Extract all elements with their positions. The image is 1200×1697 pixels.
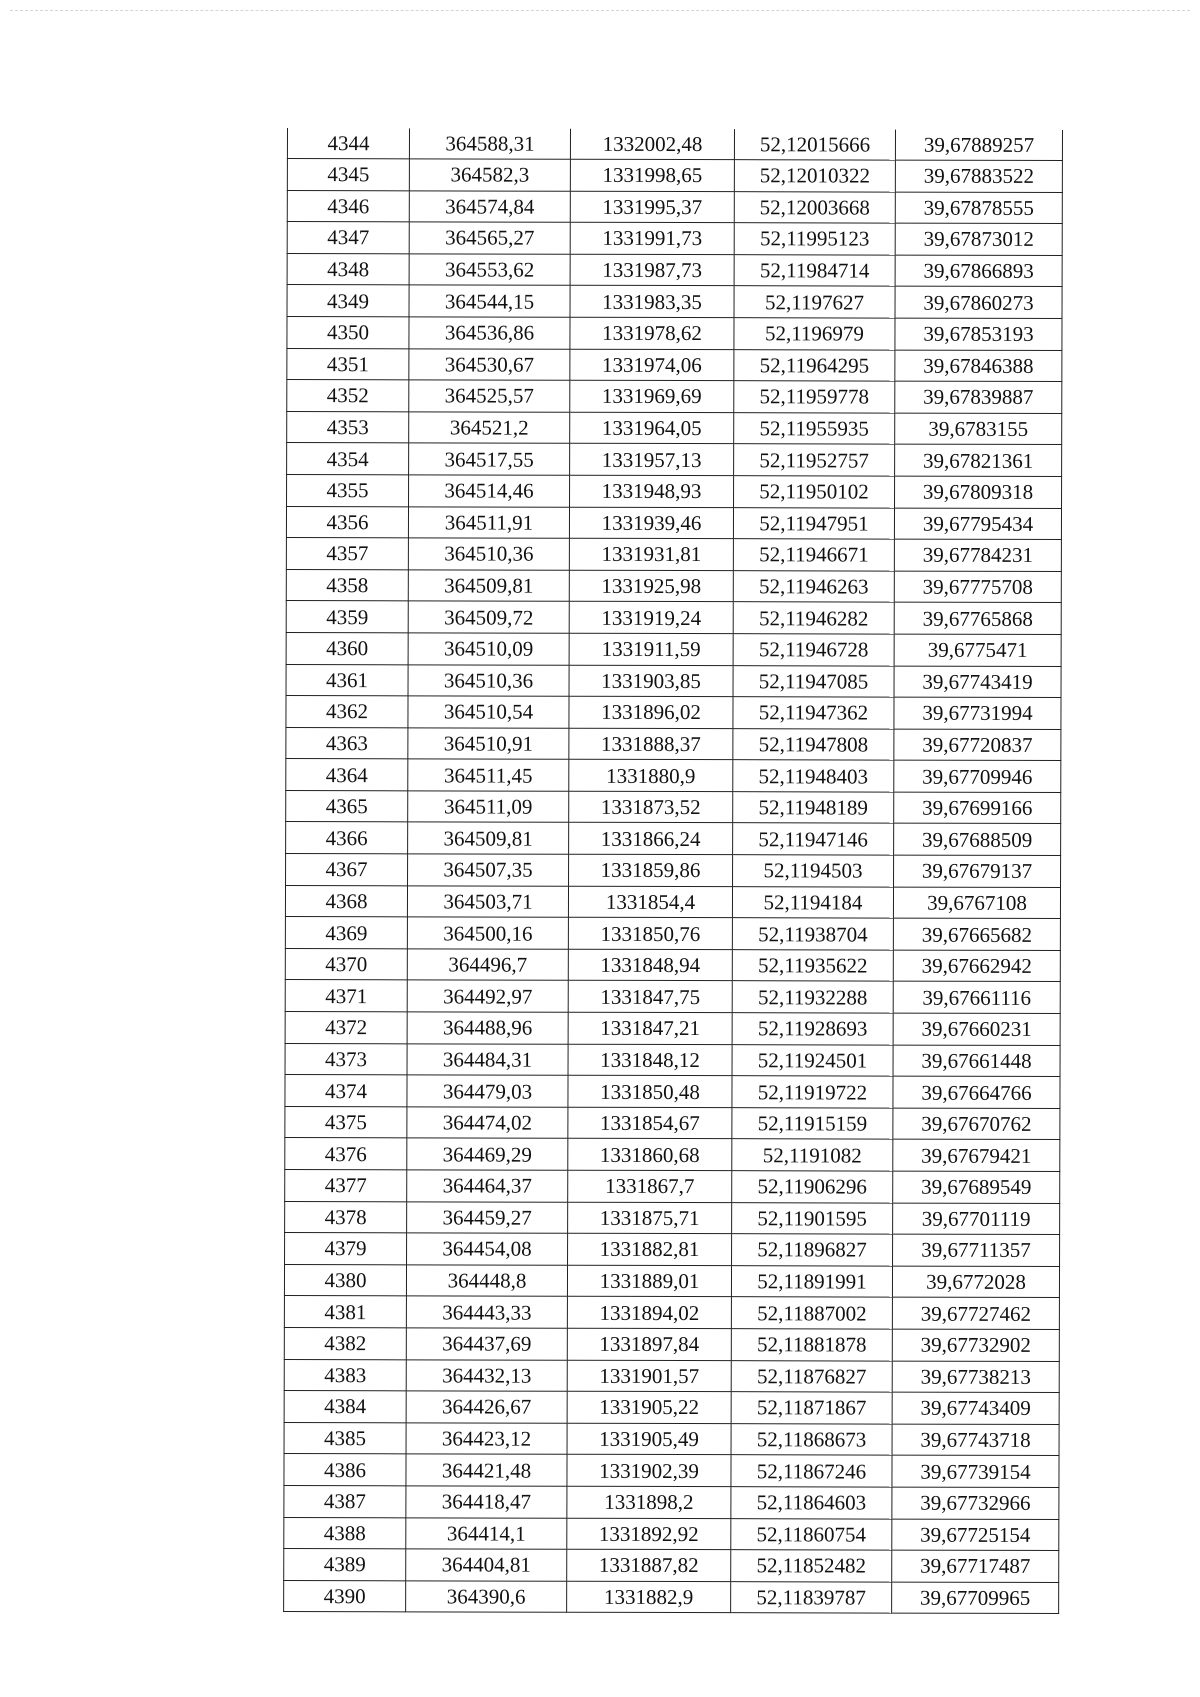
longitude-cell: 39,67662942 — [893, 950, 1060, 982]
table-row — [286, 727, 1061, 761]
y-coordinate-cell: 1331905,49 — [567, 1423, 731, 1455]
x-coordinate-cell: 364474,02 — [407, 1107, 568, 1139]
y-coordinate-cell: 1331873,52 — [569, 791, 733, 823]
longitude-cell: 39,67839887 — [895, 381, 1062, 413]
point-number-cell: 4366 — [286, 822, 408, 854]
latitude-cell: 52,11955935 — [734, 412, 895, 444]
longitude-cell: 39,67709946 — [894, 760, 1061, 792]
latitude-cell: 52,12015666 — [734, 129, 895, 160]
y-coordinate-cell: 1332002,48 — [570, 129, 734, 160]
longitude-cell: 39,67739154 — [892, 1455, 1059, 1487]
longitude-cell: 39,67701119 — [893, 1203, 1060, 1235]
longitude-cell: 39,67809318 — [895, 476, 1062, 508]
table-row — [285, 1012, 1060, 1046]
longitude-cell: 39,67717487 — [892, 1550, 1059, 1582]
y-coordinate-cell: 1331859,86 — [569, 854, 733, 886]
latitude-cell: 52,11860754 — [731, 1518, 892, 1550]
x-coordinate-cell: 364510,36 — [408, 538, 569, 570]
point-number-cell: 4389 — [284, 1549, 406, 1581]
latitude-cell: 52,11915159 — [732, 1107, 893, 1139]
table-row — [284, 1359, 1059, 1393]
y-coordinate-cell: 1331867,7 — [568, 1170, 732, 1202]
y-coordinate-cell: 1331887,82 — [567, 1549, 731, 1581]
table-row — [284, 1264, 1059, 1298]
y-coordinate-cell: 1331957,13 — [570, 444, 734, 476]
latitude-cell: 52,1196979 — [734, 318, 895, 350]
latitude-cell: 52,11887002 — [731, 1297, 892, 1329]
y-coordinate-cell: 1331902,39 — [567, 1455, 731, 1487]
y-coordinate-cell: 1331889,01 — [567, 1265, 731, 1297]
y-coordinate-cell: 1331948,93 — [570, 475, 734, 507]
latitude-cell: 52,11938704 — [732, 918, 893, 950]
point-number-cell: 4363 — [286, 727, 408, 759]
table-row — [284, 1549, 1059, 1583]
y-coordinate-cell: 1331882,9 — [567, 1581, 731, 1613]
x-coordinate-cell: 364511,09 — [408, 791, 569, 823]
latitude-cell: 52,11881878 — [731, 1329, 892, 1361]
latitude-cell: 52,12010322 — [734, 160, 895, 192]
point-number-cell: 4348 — [287, 253, 409, 285]
x-coordinate-cell: 364565,27 — [409, 222, 570, 254]
table-row — [285, 1138, 1060, 1172]
table-row — [285, 917, 1060, 951]
longitude-cell: 39,6775471 — [894, 634, 1061, 666]
latitude-cell: 52,11924501 — [732, 1044, 893, 1076]
longitude-cell: 39,67660231 — [893, 1013, 1060, 1045]
latitude-cell: 52,11946728 — [733, 634, 894, 666]
longitude-cell: 39,67661448 — [893, 1045, 1060, 1077]
table-row — [284, 1391, 1059, 1425]
y-coordinate-cell: 1331901,57 — [567, 1360, 731, 1392]
latitude-cell: 52,11947146 — [733, 823, 894, 855]
x-coordinate-cell: 364509,81 — [408, 822, 569, 854]
longitude-cell: 39,67866893 — [895, 255, 1062, 287]
longitude-cell: 39,67699166 — [894, 792, 1061, 824]
latitude-cell: 52,11946263 — [733, 570, 894, 602]
x-coordinate-cell: 364484,31 — [407, 1043, 568, 1075]
x-coordinate-cell: 364459,27 — [407, 1201, 568, 1233]
latitude-cell: 52,11891991 — [731, 1265, 892, 1297]
point-number-cell: 4353 — [287, 411, 409, 443]
table-row — [285, 1043, 1060, 1077]
x-coordinate-cell: 364488,96 — [407, 1012, 568, 1044]
x-coordinate-cell: 364544,15 — [409, 285, 570, 317]
longitude-cell: 39,67846388 — [895, 350, 1062, 382]
point-number-cell: 4344 — [287, 128, 409, 159]
longitude-cell: 39,6767108 — [893, 887, 1060, 919]
x-coordinate-cell: 364500,16 — [407, 917, 568, 949]
x-coordinate-cell: 364443,33 — [406, 1296, 567, 1328]
y-coordinate-cell: 1331974,06 — [570, 349, 734, 381]
longitude-cell: 39,67670762 — [893, 1108, 1060, 1140]
table-row — [287, 222, 1062, 256]
latitude-cell: 52,11947362 — [733, 697, 894, 729]
x-coordinate-cell: 364414,1 — [406, 1517, 567, 1549]
latitude-cell: 52,1197627 — [734, 286, 895, 318]
table-row — [287, 285, 1062, 319]
latitude-cell: 52,11946671 — [733, 539, 894, 571]
x-coordinate-cell: 364454,08 — [407, 1233, 568, 1265]
longitude-cell: 39,67860273 — [895, 286, 1062, 318]
point-number-cell: 4374 — [285, 1075, 407, 1107]
latitude-cell: 52,11906296 — [732, 1171, 893, 1203]
longitude-cell: 39,67878555 — [895, 192, 1062, 224]
table-row — [286, 696, 1061, 730]
x-coordinate-cell: 364510,54 — [408, 696, 569, 728]
y-coordinate-cell: 1331847,75 — [568, 981, 732, 1013]
latitude-cell: 52,11876827 — [731, 1360, 892, 1392]
longitude-cell: 39,67727462 — [892, 1297, 1059, 1329]
table-row — [287, 443, 1062, 477]
y-coordinate-cell: 1331969,69 — [570, 380, 734, 412]
longitude-cell: 39,67743718 — [892, 1424, 1059, 1456]
longitude-cell: 39,67725154 — [892, 1519, 1059, 1551]
table-row — [285, 885, 1060, 919]
y-coordinate-cell: 1331903,85 — [569, 665, 733, 697]
latitude-cell: 52,11868673 — [731, 1423, 892, 1455]
y-coordinate-cell: 1331905,22 — [567, 1391, 731, 1423]
point-number-cell: 4384 — [284, 1391, 406, 1423]
point-number-cell: 4372 — [285, 1012, 407, 1044]
table-row — [284, 1296, 1059, 1330]
point-number-cell: 4350 — [287, 316, 409, 348]
coordinates-table-container — [283, 128, 1057, 1614]
table-row — [287, 128, 1062, 161]
point-number-cell: 4382 — [284, 1327, 406, 1359]
longitude-cell: 39,6783155 — [895, 413, 1062, 445]
table-row — [285, 1075, 1060, 1109]
y-coordinate-cell: 1331848,94 — [568, 949, 732, 981]
longitude-cell: 39,67732902 — [892, 1329, 1059, 1361]
x-coordinate-cell: 364588,31 — [409, 128, 570, 159]
table-row — [286, 822, 1061, 856]
latitude-cell: 52,11867246 — [731, 1455, 892, 1487]
latitude-cell: 52,11932288 — [732, 981, 893, 1013]
table-row — [284, 1422, 1059, 1456]
y-coordinate-cell: 1331995,37 — [570, 191, 734, 223]
table-row — [287, 159, 1062, 193]
latitude-cell: 52,12003668 — [734, 191, 895, 223]
latitude-cell: 52,11946282 — [733, 602, 894, 634]
y-coordinate-cell: 1331880,9 — [569, 760, 733, 792]
y-coordinate-cell: 1331860,68 — [568, 1139, 732, 1171]
table-row — [285, 1169, 1060, 1203]
table-row — [285, 1233, 1060, 1267]
x-coordinate-cell: 364469,29 — [407, 1138, 568, 1170]
x-coordinate-cell: 364503,71 — [407, 885, 568, 917]
point-number-cell: 4390 — [284, 1580, 406, 1612]
longitude-cell: 39,67688509 — [894, 824, 1061, 856]
latitude-cell: 52,11948189 — [733, 792, 894, 824]
latitude-cell: 52,11995123 — [734, 223, 895, 255]
point-number-cell: 4379 — [285, 1233, 407, 1265]
y-coordinate-cell: 1331847,21 — [568, 1012, 732, 1044]
point-number-cell: 4358 — [286, 569, 408, 601]
x-coordinate-cell: 364530,67 — [409, 348, 570, 380]
longitude-cell: 39,67665682 — [893, 918, 1060, 950]
y-coordinate-cell: 1331882,81 — [568, 1233, 732, 1265]
x-coordinate-cell: 364404,81 — [406, 1549, 567, 1581]
point-number-cell: 4347 — [287, 222, 409, 254]
point-number-cell: 4385 — [284, 1422, 406, 1454]
x-coordinate-cell: 364525,57 — [409, 380, 570, 412]
y-coordinate-cell: 1331892,92 — [567, 1518, 731, 1550]
y-coordinate-cell: 1331866,24 — [569, 823, 733, 855]
longitude-cell: 39,67679137 — [894, 855, 1061, 887]
longitude-cell: 39,67889257 — [895, 130, 1062, 161]
x-coordinate-cell: 364426,67 — [406, 1391, 567, 1423]
longitude-cell: 39,67731994 — [894, 697, 1061, 729]
x-coordinate-cell: 364479,03 — [407, 1075, 568, 1107]
point-number-cell: 4369 — [285, 917, 407, 949]
latitude-cell: 52,1191082 — [732, 1139, 893, 1171]
table-row — [287, 190, 1062, 224]
y-coordinate-cell: 1331848,12 — [568, 1044, 732, 1076]
x-coordinate-cell: 364437,69 — [406, 1328, 567, 1360]
table-row — [287, 411, 1062, 445]
x-coordinate-cell: 364418,47 — [406, 1486, 567, 1518]
point-number-cell: 4357 — [286, 538, 408, 570]
table-row — [284, 1327, 1059, 1361]
scan-top-edge — [10, 10, 1190, 11]
point-number-cell: 4346 — [287, 190, 409, 222]
y-coordinate-cell: 1331911,59 — [569, 633, 733, 665]
latitude-cell: 52,11984714 — [734, 254, 895, 286]
longitude-cell: 39,6772028 — [892, 1266, 1059, 1298]
point-number-cell: 4367 — [286, 854, 408, 886]
latitude-cell: 52,11919722 — [732, 1076, 893, 1108]
point-number-cell: 4349 — [287, 285, 409, 317]
longitude-cell: 39,67661116 — [893, 982, 1060, 1014]
x-coordinate-cell: 364517,55 — [409, 443, 570, 475]
point-number-cell: 4370 — [285, 948, 407, 980]
x-coordinate-cell: 364496,7 — [407, 949, 568, 981]
y-coordinate-cell: 1331991,73 — [570, 222, 734, 254]
y-coordinate-cell: 1331925,98 — [569, 570, 733, 602]
point-number-cell: 4351 — [287, 348, 409, 380]
y-coordinate-cell: 1331919,24 — [569, 602, 733, 634]
y-coordinate-cell: 1331983,35 — [570, 286, 734, 318]
longitude-cell: 39,67679421 — [893, 1139, 1060, 1171]
x-coordinate-cell: 364464,37 — [407, 1170, 568, 1202]
y-coordinate-cell: 1331875,71 — [568, 1202, 732, 1234]
table-row — [284, 1454, 1059, 1488]
table-row — [286, 569, 1061, 603]
y-coordinate-cell: 1331897,84 — [567, 1328, 731, 1360]
table-row — [285, 1201, 1060, 1235]
longitude-cell: 39,67689549 — [893, 1171, 1060, 1203]
y-coordinate-cell: 1331896,02 — [569, 696, 733, 728]
latitude-cell: 52,11896827 — [732, 1234, 893, 1266]
longitude-cell: 39,67720837 — [894, 729, 1061, 761]
table-row — [287, 316, 1062, 350]
point-number-cell: 4360 — [286, 632, 408, 664]
latitude-cell: 52,11948403 — [733, 760, 894, 792]
longitude-cell: 39,67709965 — [892, 1582, 1059, 1614]
x-coordinate-cell: 364390,6 — [406, 1581, 567, 1613]
point-number-cell: 4383 — [284, 1359, 406, 1391]
latitude-cell: 52,11964295 — [734, 349, 895, 381]
point-number-cell: 4359 — [286, 601, 408, 633]
coordinates-table-body — [284, 128, 1063, 1614]
y-coordinate-cell: 1331894,02 — [567, 1297, 731, 1329]
point-number-cell: 4387 — [284, 1485, 406, 1517]
y-coordinate-cell: 1331931,81 — [569, 538, 733, 570]
point-number-cell: 4356 — [286, 506, 408, 538]
coordinates-table — [283, 128, 1063, 1614]
point-number-cell: 4388 — [284, 1517, 406, 1549]
latitude-cell: 52,11871867 — [731, 1392, 892, 1424]
point-number-cell: 4352 — [287, 380, 409, 412]
longitude-cell: 39,67821361 — [895, 444, 1062, 476]
x-coordinate-cell: 364421,48 — [406, 1454, 567, 1486]
point-number-cell: 4371 — [285, 980, 407, 1012]
x-coordinate-cell: 364510,36 — [408, 664, 569, 696]
x-coordinate-cell: 364448,8 — [406, 1265, 567, 1297]
table-row — [286, 664, 1061, 698]
y-coordinate-cell: 1331998,65 — [570, 159, 734, 191]
y-coordinate-cell: 1331854,67 — [568, 1107, 732, 1139]
longitude-cell: 39,67743419 — [894, 666, 1061, 698]
table-row — [285, 1106, 1060, 1140]
point-number-cell: 4386 — [284, 1454, 406, 1486]
x-coordinate-cell: 364511,91 — [408, 506, 569, 538]
latitude-cell: 52,11864603 — [731, 1487, 892, 1519]
x-coordinate-cell: 364511,45 — [408, 759, 569, 791]
x-coordinate-cell: 364510,91 — [408, 728, 569, 760]
x-coordinate-cell: 364423,12 — [406, 1423, 567, 1455]
y-coordinate-cell: 1331888,37 — [569, 728, 733, 760]
latitude-cell: 52,11839787 — [731, 1581, 892, 1613]
longitude-cell: 39,67873012 — [895, 223, 1062, 255]
table-row — [287, 474, 1062, 508]
table-row — [287, 348, 1062, 382]
latitude-cell: 52,11947808 — [733, 728, 894, 760]
point-number-cell: 4376 — [285, 1138, 407, 1170]
y-coordinate-cell: 1331978,62 — [570, 317, 734, 349]
table-row — [287, 253, 1062, 287]
point-number-cell: 4378 — [285, 1201, 407, 1233]
longitude-cell: 39,67765868 — [894, 602, 1061, 634]
y-coordinate-cell: 1331850,48 — [568, 1075, 732, 1107]
y-coordinate-cell: 1331964,05 — [570, 412, 734, 444]
x-coordinate-cell: 364521,2 — [409, 412, 570, 444]
point-number-cell: 4380 — [284, 1264, 406, 1296]
longitude-cell: 39,67784231 — [894, 539, 1061, 571]
table-row — [285, 980, 1060, 1014]
table-row — [286, 854, 1061, 888]
longitude-cell: 39,67743409 — [892, 1392, 1059, 1424]
y-coordinate-cell: 1331850,76 — [568, 917, 732, 949]
latitude-cell: 52,11928693 — [732, 1013, 893, 1045]
latitude-cell: 52,11959778 — [734, 381, 895, 413]
longitude-cell: 39,67883522 — [895, 160, 1062, 192]
latitude-cell: 52,11901595 — [732, 1202, 893, 1234]
point-number-cell: 4345 — [287, 159, 409, 191]
table-row — [286, 538, 1061, 572]
latitude-cell: 52,11952757 — [734, 444, 895, 476]
latitude-cell: 52,11947951 — [733, 507, 894, 539]
point-number-cell: 4354 — [287, 443, 409, 475]
point-number-cell: 4365 — [286, 790, 408, 822]
longitude-cell: 39,67664766 — [893, 1076, 1060, 1108]
x-coordinate-cell: 364574,84 — [409, 190, 570, 222]
y-coordinate-cell: 1331939,46 — [569, 507, 733, 539]
x-coordinate-cell: 364432,13 — [406, 1359, 567, 1391]
longitude-cell: 39,67795434 — [894, 508, 1061, 540]
x-coordinate-cell: 364509,81 — [408, 570, 569, 602]
x-coordinate-cell: 364509,72 — [408, 601, 569, 633]
latitude-cell: 52,1194503 — [733, 855, 894, 887]
y-coordinate-cell: 1331898,2 — [567, 1486, 731, 1518]
point-number-cell: 4381 — [284, 1296, 406, 1328]
longitude-cell: 39,67738213 — [892, 1361, 1059, 1393]
point-number-cell: 4355 — [287, 474, 409, 506]
table-row — [286, 601, 1061, 635]
latitude-cell: 52,1194184 — [732, 886, 893, 918]
latitude-cell: 52,11950102 — [734, 476, 895, 508]
point-number-cell: 4373 — [285, 1043, 407, 1075]
table-row — [286, 790, 1061, 824]
point-number-cell: 4377 — [285, 1169, 407, 1201]
x-coordinate-cell: 364536,86 — [409, 317, 570, 349]
x-coordinate-cell: 364553,62 — [409, 254, 570, 286]
x-coordinate-cell: 364514,46 — [409, 475, 570, 507]
latitude-cell: 52,11935622 — [732, 950, 893, 982]
y-coordinate-cell: 1331987,73 — [570, 254, 734, 286]
table-row — [286, 632, 1061, 666]
point-number-cell: 4368 — [285, 885, 407, 917]
point-number-cell: 4375 — [285, 1106, 407, 1138]
table-row — [286, 506, 1061, 540]
table-row — [284, 1580, 1059, 1614]
longitude-cell: 39,67775708 — [894, 571, 1061, 603]
longitude-cell: 39,67853193 — [895, 318, 1062, 350]
longitude-cell: 39,67732966 — [892, 1487, 1059, 1519]
x-coordinate-cell: 364507,35 — [408, 854, 569, 886]
x-coordinate-cell: 364582,3 — [409, 159, 570, 191]
latitude-cell: 52,11947085 — [733, 665, 894, 697]
table-row — [287, 380, 1062, 414]
table-row — [284, 1517, 1059, 1551]
table-row — [285, 948, 1060, 982]
x-coordinate-cell: 364510,09 — [408, 633, 569, 665]
latitude-cell: 52,11852482 — [731, 1550, 892, 1582]
table-row — [286, 759, 1061, 793]
point-number-cell: 4364 — [286, 759, 408, 791]
point-number-cell: 4362 — [286, 696, 408, 728]
table-row — [284, 1485, 1059, 1519]
point-number-cell: 4361 — [286, 664, 408, 696]
x-coordinate-cell: 364492,97 — [407, 980, 568, 1012]
longitude-cell: 39,67711357 — [893, 1234, 1060, 1266]
y-coordinate-cell: 1331854,4 — [568, 886, 732, 918]
